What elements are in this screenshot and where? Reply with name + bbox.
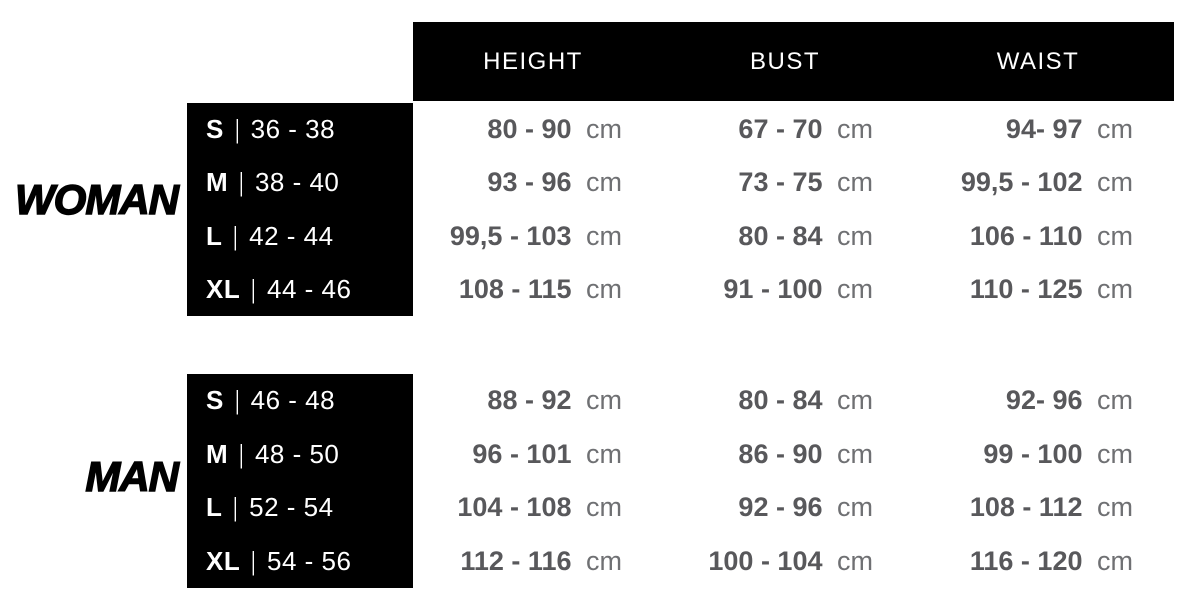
bust-cell xyxy=(622,167,873,198)
size-separator: | xyxy=(251,273,256,304)
unit-label: cm xyxy=(837,385,873,416)
unit-label: cm xyxy=(586,385,622,416)
bust-cell xyxy=(622,492,873,523)
size-separator: | xyxy=(251,545,256,576)
unit-label: cm xyxy=(586,438,622,469)
size-range: 46 - 48 xyxy=(250,385,336,416)
waist-value: 94- 97 xyxy=(1005,114,1083,145)
woman-size-box xyxy=(187,103,413,316)
size-letter: L xyxy=(206,220,223,251)
height-cell xyxy=(413,114,622,145)
unit-label: cm xyxy=(1097,273,1133,304)
bust-value: 100 - 104 xyxy=(708,545,823,576)
height-cell xyxy=(413,492,622,523)
bust-value: 73 - 75 xyxy=(738,167,823,198)
unit-label: cm xyxy=(1097,220,1133,251)
size-separator: | xyxy=(233,220,238,251)
size-letter: M xyxy=(206,438,229,469)
height-value: 108 - 115 xyxy=(458,273,572,304)
height-cell xyxy=(413,274,622,305)
unit-label: cm xyxy=(1097,492,1133,523)
size-row-woman-l xyxy=(187,210,413,263)
unit-label: cm xyxy=(1097,114,1133,145)
waist-cell xyxy=(873,546,1133,577)
size-letter: L xyxy=(206,492,223,523)
bust-cell xyxy=(622,546,873,577)
unit-label: cm xyxy=(586,114,622,145)
waist-value: 99 - 100 xyxy=(983,438,1083,469)
column-header-waist: WAIST xyxy=(996,47,1080,75)
size-letter: S xyxy=(206,114,224,145)
size-row-man-m xyxy=(187,428,413,482)
table-row-woman-l xyxy=(413,210,1133,263)
waist-cell xyxy=(873,221,1133,252)
size-letter: XL xyxy=(206,273,241,304)
man-measurement-rows xyxy=(413,374,1133,588)
bust-value: 86 - 90 xyxy=(738,438,823,469)
size-letter: XL xyxy=(206,545,241,576)
size-range: 44 - 46 xyxy=(267,273,352,304)
bust-value: 92 - 96 xyxy=(738,492,823,523)
size-row-woman-m xyxy=(187,156,413,209)
height-value: 96 - 101 xyxy=(472,438,572,469)
unit-label: cm xyxy=(837,545,873,576)
unit-label: cm xyxy=(837,167,873,198)
height-value: 104 - 108 xyxy=(457,492,572,523)
table-row-woman-m xyxy=(413,156,1133,209)
size-range: 42 - 44 xyxy=(249,220,334,251)
table-row-man-xl xyxy=(413,535,1133,589)
height-cell xyxy=(413,385,622,416)
unit-label: cm xyxy=(1097,545,1133,576)
size-row-woman-s xyxy=(187,103,413,156)
table-row-man-s xyxy=(413,374,1133,428)
table-row-man-l xyxy=(413,481,1133,535)
waist-cell xyxy=(873,274,1133,305)
size-separator: | xyxy=(235,114,240,145)
height-cell xyxy=(413,167,622,198)
waist-value: 116 - 120 xyxy=(969,545,1083,576)
height-cell xyxy=(413,546,622,577)
bust-value: 67 - 70 xyxy=(738,114,823,145)
unit-label: cm xyxy=(837,438,873,469)
bust-value: 80 - 84 xyxy=(738,385,823,416)
waist-cell xyxy=(873,114,1133,145)
bust-value: 80 - 84 xyxy=(738,220,823,251)
group-label-woman: WOMAN xyxy=(15,176,178,223)
waist-value: 106 - 110 xyxy=(969,220,1083,251)
unit-label: cm xyxy=(837,273,873,304)
unit-label: cm xyxy=(837,492,873,523)
size-separator: | xyxy=(233,492,238,523)
size-range: 52 - 54 xyxy=(249,492,334,523)
table-header-bar xyxy=(413,22,1174,101)
size-range: 36 - 38 xyxy=(250,114,336,145)
unit-label: cm xyxy=(586,220,622,251)
unit-label: cm xyxy=(1097,385,1133,416)
table-row-man-m xyxy=(413,428,1133,482)
waist-cell xyxy=(873,167,1133,198)
height-value: 99,5 - 103 xyxy=(449,220,572,251)
size-row-man-xl xyxy=(187,535,413,589)
bust-cell xyxy=(622,385,873,416)
height-value: 93 - 96 xyxy=(487,167,572,198)
group-label-man: MAN xyxy=(85,453,178,500)
unit-label: cm xyxy=(1097,167,1133,198)
column-header-bust: BUST xyxy=(749,47,820,75)
height-value: 88 - 92 xyxy=(487,385,572,416)
unit-label: cm xyxy=(586,167,622,198)
size-range: 38 - 40 xyxy=(254,167,340,198)
unit-label: cm xyxy=(586,492,622,523)
bust-cell xyxy=(622,274,873,305)
waist-value: 110 - 125 xyxy=(969,273,1083,304)
waist-cell xyxy=(873,385,1133,416)
bust-value: 91 - 100 xyxy=(723,273,823,304)
size-letter: M xyxy=(206,167,229,198)
size-row-man-s xyxy=(187,374,413,428)
height-value: 112 - 116 xyxy=(460,545,572,576)
height-cell xyxy=(413,439,622,470)
waist-cell xyxy=(873,492,1133,523)
waist-value: 99,5 - 102 xyxy=(960,167,1083,198)
unit-label: cm xyxy=(1097,438,1133,469)
size-row-woman-xl xyxy=(187,263,413,316)
bust-cell xyxy=(622,114,873,145)
unit-label: cm xyxy=(586,545,622,576)
table-row-woman-xl xyxy=(413,263,1133,316)
height-cell xyxy=(413,221,622,252)
size-row-man-l xyxy=(187,481,413,535)
size-letter: S xyxy=(206,385,224,416)
bust-cell xyxy=(622,221,873,252)
column-header-height: HEIGHT xyxy=(483,47,583,75)
unit-label: cm xyxy=(837,220,873,251)
size-separator: | xyxy=(235,385,240,416)
height-value: 80 - 90 xyxy=(487,114,572,145)
bust-cell xyxy=(622,439,873,470)
woman-measurement-rows xyxy=(413,103,1133,316)
man-size-box xyxy=(187,374,413,588)
waist-value: 92- 96 xyxy=(1005,385,1083,416)
unit-label: cm xyxy=(586,273,622,304)
size-separator: | xyxy=(239,438,244,469)
waist-value: 108 - 112 xyxy=(969,492,1083,523)
waist-cell xyxy=(873,439,1133,470)
size-range: 54 - 56 xyxy=(267,545,352,576)
size-range: 48 - 50 xyxy=(254,438,340,469)
unit-label: cm xyxy=(837,114,873,145)
size-separator: | xyxy=(239,167,244,198)
table-row-woman-s xyxy=(413,103,1133,156)
